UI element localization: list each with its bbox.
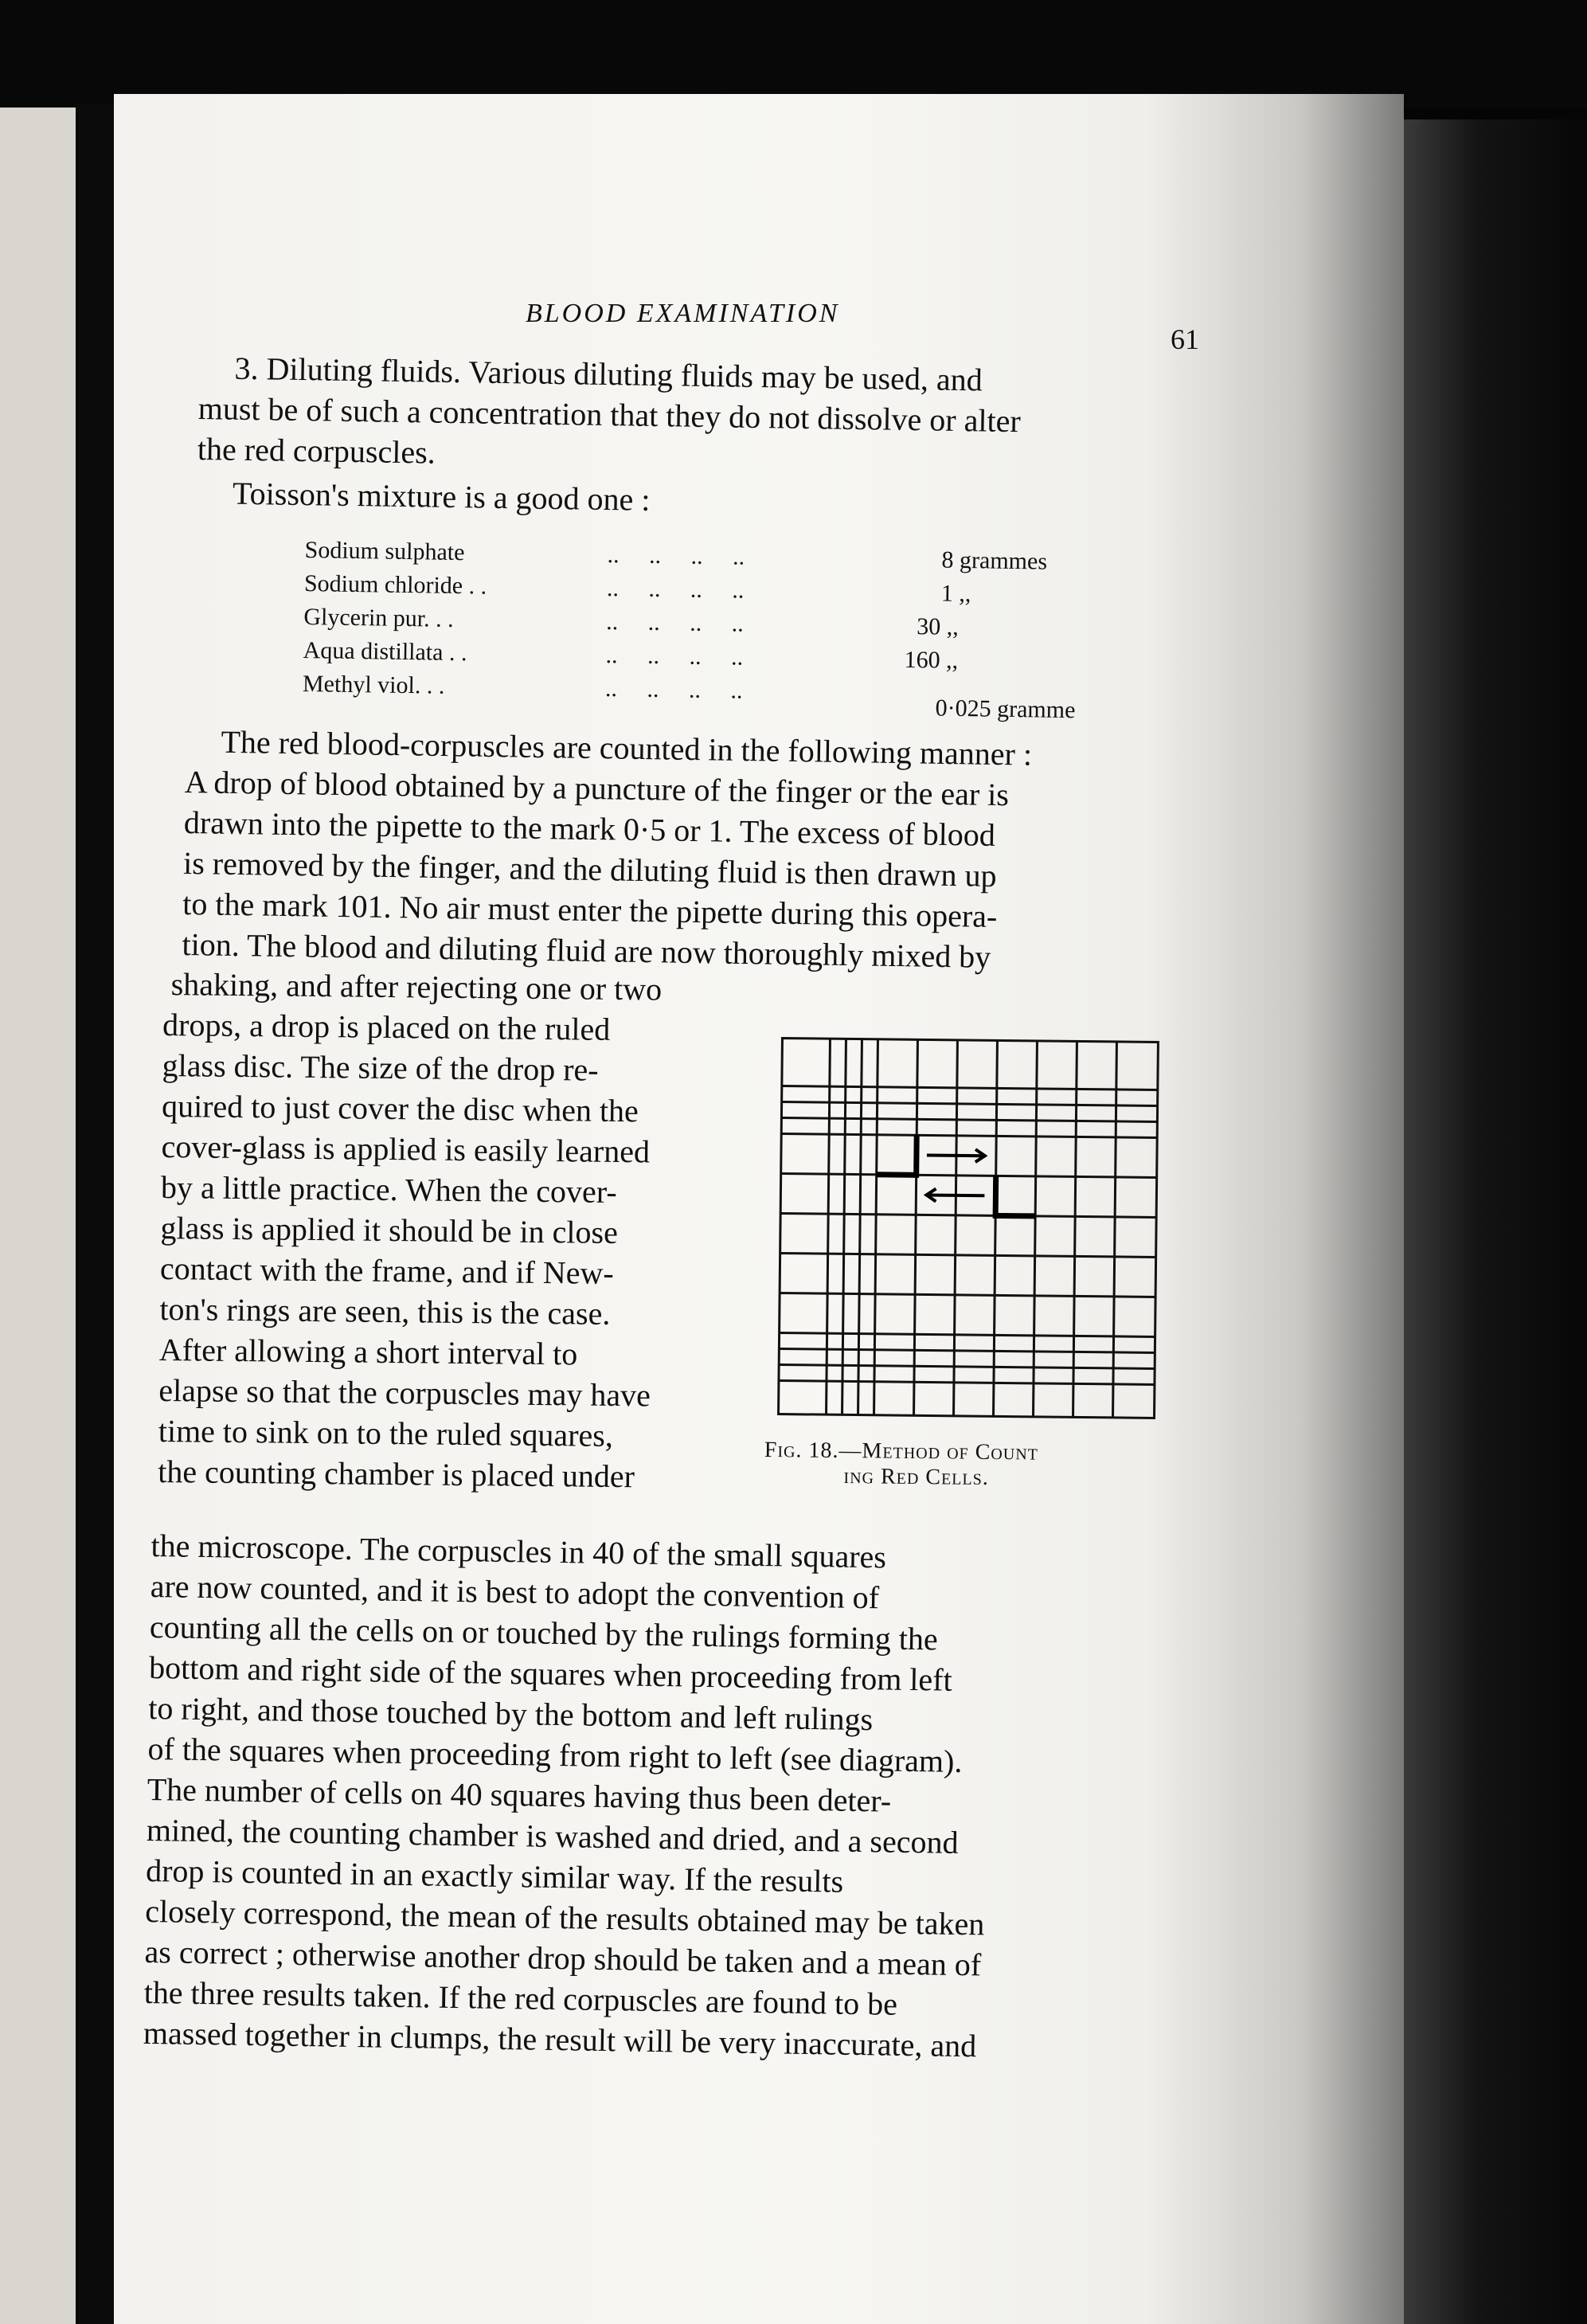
page-number: 61 bbox=[1171, 323, 1199, 355]
leader-dots: .. .. .. .. bbox=[606, 608, 745, 637]
top-background bbox=[0, 0, 1587, 108]
intro-paragraph bbox=[197, 347, 1022, 526]
body-line: The red blood-corpuscles are counted in the following manner : bbox=[221, 723, 1033, 773]
body-line: contact with the frame, and if New- bbox=[159, 1250, 614, 1291]
caption-line: Fig. 18.—Method of Count bbox=[764, 1438, 1039, 1465]
grid-frame bbox=[779, 1039, 1159, 1418]
body-line: shaking, and after rejecting one or two bbox=[170, 966, 663, 1007]
leader-dots: .. .. .. .. bbox=[607, 541, 745, 570]
ingredient-name: Glycerin pur. . . bbox=[303, 603, 454, 632]
body-line: glass is applied it should be in close bbox=[160, 1209, 619, 1250]
ingredient-amount: 30 ,, bbox=[917, 613, 960, 640]
body-line: the three results taken. If the red corpuscles are found to be bbox=[143, 1974, 898, 2022]
leader-dots: .. .. .. .. bbox=[604, 675, 743, 704]
body-line: elapse so that the corpuscles may have bbox=[158, 1371, 651, 1414]
body-line: of the squares when proceeding from right to left (see diagram). bbox=[147, 1730, 963, 1780]
ingredient-name: Sodium sulphate bbox=[304, 536, 465, 566]
counting-boundary-right-to-left bbox=[995, 1176, 1036, 1216]
body-line: tion. The blood and diluting fluid are now thoroughly mixed by bbox=[182, 925, 991, 975]
mixture-table bbox=[302, 534, 1117, 724]
body-line: cover-glass is applied is easily learned bbox=[161, 1128, 651, 1170]
ingredient-amount: 8 grammes bbox=[941, 546, 1048, 575]
body-line: A drop of blood obtained by a puncture of the finger or the ear is bbox=[184, 763, 1010, 813]
body-line: to the mark 101. No air must enter the pipette during this opera- bbox=[182, 885, 998, 935]
leader-dots: .. .. .. .. bbox=[606, 574, 745, 604]
body-line: drops, a drop is placed on the ruled bbox=[162, 1006, 611, 1047]
ingredient-name: Methyl viol. . . bbox=[302, 670, 445, 699]
body-line: the counting chamber is placed under bbox=[158, 1453, 635, 1495]
intro-line: 3. Diluting fluids. Various diluting fluids may be used, and bbox=[234, 350, 983, 398]
body-line: time to sink on to the ruled squares, bbox=[158, 1412, 614, 1453]
arrow-right bbox=[927, 1155, 985, 1156]
ingredient-amount: 0·025 gramme bbox=[935, 694, 1076, 724]
body-line: is removed by the finger, and the diluting fluid is then drawn up bbox=[182, 844, 997, 894]
body-line: quired to just cover the disc when the bbox=[161, 1087, 639, 1129]
ingredient-name: Aqua distillata . . bbox=[303, 636, 467, 667]
body-line: drop is counted in an exactly similar way. If the results bbox=[145, 1852, 844, 1899]
body-line: mined, the counting chamber is washed and dried, and a second bbox=[146, 1811, 959, 1860]
body-line: bottom and right side of the squares when proceeding from left bbox=[148, 1649, 953, 1698]
body-line: ton's rings are seen, this is the case. bbox=[159, 1290, 611, 1332]
ingredient-name: Sodium chloride . . bbox=[303, 569, 487, 600]
body-line: After allowing a short interval to bbox=[158, 1331, 578, 1372]
leader-dots: .. .. .. .. bbox=[605, 641, 744, 671]
book-gutter bbox=[76, 104, 114, 2324]
running-title: BLOOD EXAMINATION bbox=[526, 299, 840, 328]
body-line: massed together in clumps, the result will be very inaccurate, and bbox=[143, 2014, 977, 2064]
body-line: closely correspond, the mean of the results obtained may be taken bbox=[145, 1892, 985, 1943]
counting-boundary-left-to-right bbox=[877, 1135, 917, 1176]
body-line: counting all the cells on or touched by the rulings forming the bbox=[149, 1608, 939, 1657]
facing-page-edge bbox=[0, 108, 76, 2324]
page-stack-edge bbox=[1404, 119, 1587, 2324]
counting-paragraph-bottom bbox=[143, 1525, 991, 2066]
body-line: The number of cells on 40 squares having thus been deter- bbox=[147, 1770, 892, 1819]
ingredient-amount: 160 ,, bbox=[904, 646, 959, 674]
body-line: by a little practice. When the cover- bbox=[160, 1168, 617, 1210]
intro-line: Toisson's mixture is a good one : bbox=[232, 475, 651, 518]
body-line: the microscope. The corpuscles in 40 of the small squares bbox=[150, 1527, 887, 1575]
figure-caption bbox=[764, 1438, 1038, 1492]
body-line: drawn into the pipette to the mark 0·5 or 1. The excess of blood bbox=[183, 804, 996, 853]
body-line: glass disc. The size of the drop re- bbox=[162, 1047, 599, 1088]
intro-line: must be of such a concentration that they do not dissolve or alter bbox=[197, 389, 1022, 440]
counting-grid-figure bbox=[768, 1031, 1166, 1422]
counting-paragraph-top bbox=[182, 721, 1032, 978]
body-line: are now counted, and it is best to adopt the convention of bbox=[150, 1567, 880, 1616]
intro-line: the red corpuscles. bbox=[197, 430, 436, 471]
body-line: to right, and those touched by the bottom and left rulings bbox=[148, 1689, 874, 1738]
caption-line: ing Red Cells. bbox=[843, 1464, 989, 1490]
body-line: as correct ; otherwise another drop should be taken and a mean of bbox=[144, 1933, 982, 1983]
counting-paragraph-narrow bbox=[158, 964, 662, 1497]
ingredient-amount: 1 ,, bbox=[940, 580, 971, 608]
